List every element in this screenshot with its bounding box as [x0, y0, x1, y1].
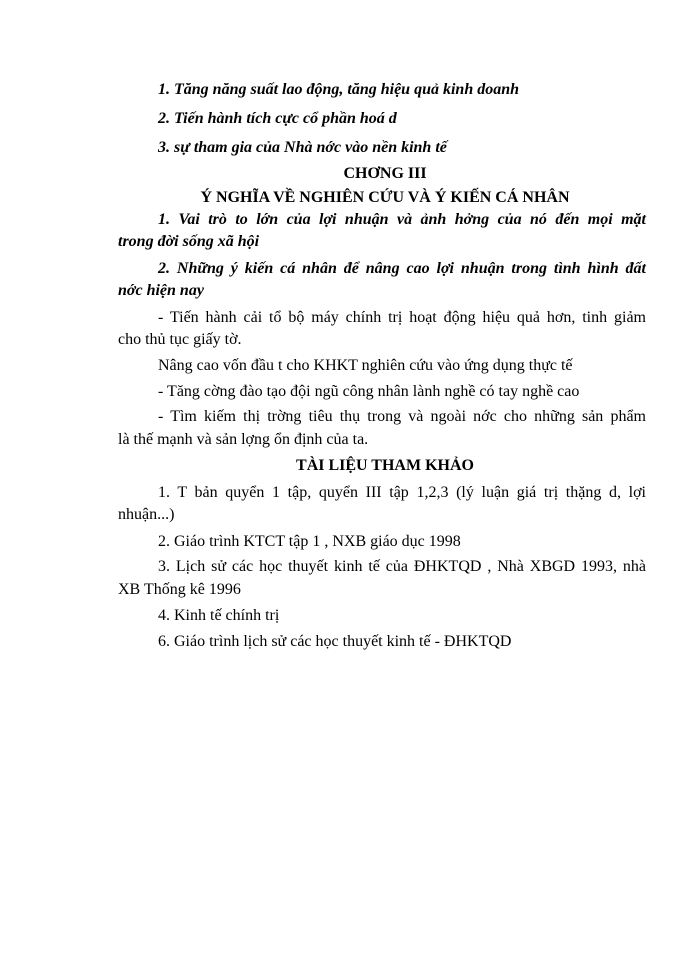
list-item: 1. Tăng năng suất lao động, tăng hiệu quả kinh doanh	[158, 81, 520, 98]
paragraph: - Tìm kiếm thị trờng tiêu thụ trong và ngoài nớc cho những sản phẩm	[158, 408, 646, 425]
chapter-title: Ý NGHĨA VỀ NGHIÊN CỨU VÀ Ý KIẾN CÁ NHÂN	[200, 189, 570, 206]
reference-item-continued: XB Thống kê 1996	[118, 581, 241, 598]
reference-item: 1. T bản quyển 1 tập, quyển III tập 1,2,3 (lý luận giá trị thặng d, lợi	[158, 484, 646, 501]
section-heading-continued: nớc hiện nay	[118, 282, 204, 299]
reference-item: 3. Lịch sử các học thuyết kinh tế của ĐHKTQD , Nhà XBGD 1993, nhà	[158, 558, 646, 575]
reference-item-continued: nhuận...)	[118, 506, 175, 523]
list-item: 2. Tiến hành tích cực cổ phần hoá d	[158, 110, 397, 127]
section-heading: 1. Vai trò to lớn của lợi nhuận và ảnh hởng của nó đến mọi mặt	[158, 211, 646, 228]
paragraph: - Tăng cờng đào tạo đội ngũ công nhân lành nghề có tay nghề cao	[158, 383, 580, 400]
paragraph-continued: cho thủ tục giấy tờ.	[118, 331, 242, 348]
list-item: 3. sự tham gia của Nhà nớc vào nền kinh tế	[158, 139, 447, 156]
references-title: TÀI LIỆU THAM KHẢO	[296, 457, 474, 474]
paragraph: - Tiến hành cải tổ bộ máy chính trị hoạt động hiệu quả hơn, tinh giảm	[158, 309, 646, 326]
section-heading-continued: trong đời sống xã hội	[118, 233, 260, 250]
chapter-label: CHƠNG III	[343, 165, 427, 182]
reference-item: 6. Giáo trình lịch sử các học thuyết kinh tế - ĐHKTQD	[158, 633, 512, 650]
reference-item: 2. Giáo trình KTCT tập 1 , NXB giáo dục 1998	[158, 533, 461, 550]
paragraph-continued: là thế mạnh và sản lợng ổn định của ta.	[118, 431, 369, 448]
reference-item: 4. Kinh tế chính trị	[158, 607, 280, 624]
paragraph: Nâng cao vốn đầu t cho KHKT nghiên cứu vào ứng dụng thực tế	[158, 357, 573, 374]
section-heading: 2. Những ý kiến cá nhân để nâng cao lợi nhuận trong tình hình đất	[158, 260, 646, 277]
